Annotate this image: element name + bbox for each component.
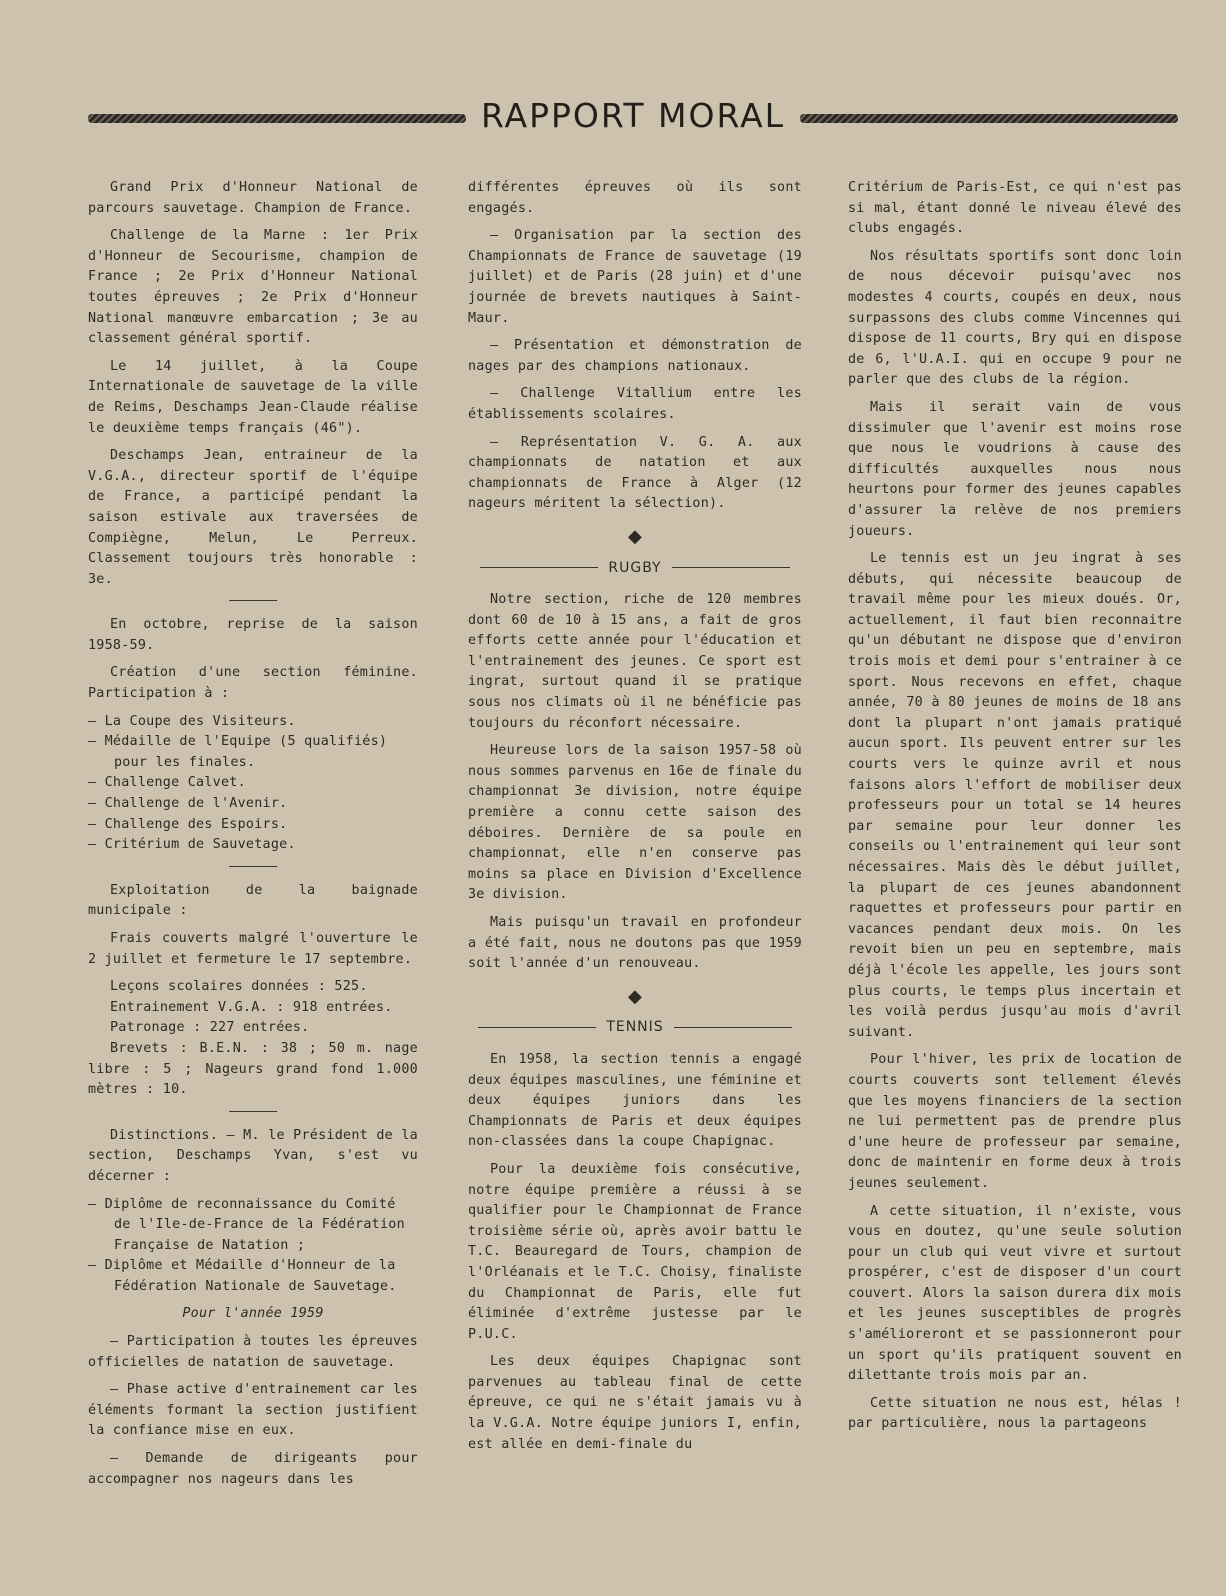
paragraph: Cette situation ne nous est, hélas ! par particulière, nous la partageons [848, 1395, 1182, 1432]
paragraph: Grand Prix d'Honneur National de parcours sauvetage. Champion de France. [88, 180, 418, 216]
paragraph: — Organisation par la section des Championnats de France de sauvetage (19 juillet) et de Paris (28 juin) et d'une journée de brevets nautiques à Saint-Maur. [468, 228, 802, 326]
paragraph: A cette situation, il n'existe, vous vous en doutez, qu'une seule solution pour un club qui veut vivre et surtout prospérer, c'est de disposer d'un court couvert. Alors la saison durera dix mois et les jeunes susceptibles de progrès s'amélioreront et se passionneront pour un sport qu'ils pratiquent souvent en dilettante trois mois par an. [848, 1203, 1182, 1384]
paragraph: Création d'une section féminine. Participation à : [88, 665, 418, 702]
page-title: RAPPORT MORAL [480, 96, 786, 135]
paragraph: Entrainement V.G.A. : 918 entrées. [110, 999, 393, 1015]
paragraph: — Représentation V. G. A. aux championnats de natation et aux championnats de France à Alger (12 nageurs méritent la sélection). [468, 434, 802, 512]
paragraph: Distinctions. — M. le Président de la section, Deschamps Yvan, s'est vu décerner : [88, 1127, 418, 1184]
paragraph: En octobre, reprise de la saison 1958-59. [88, 617, 418, 653]
paragraph: — Participation à toutes les épreuves officielles de natation de sauvetage. [88, 1334, 418, 1370]
paragraph: Frais couverts malgré l'ouverture le 2 juillet et fermeture le 17 septembre. [88, 931, 418, 967]
section-heading-tennis [468, 1017, 802, 1038]
paragraph: En 1958, la section tennis a engagé deux équipes masculines, une féminine et deux équipes juniors dans les Championnats de Paris et deux équipes non-classées dans la coupe Chapignac. [468, 1051, 802, 1150]
divider [229, 600, 277, 601]
paragraph: Mais il serait vain de vous dissimuler que l'avenir est moins rose que nous le voudrions à cause des difficultés auxquelles nous nous heurtons pour former des jeunes capables d'assurer la relève de nos premiers joueurs. [848, 399, 1182, 539]
divider [229, 1111, 277, 1112]
paragraph: Nos résultats sportifs sont donc loin de nous décevoir puisqu'avec nos modestes 4 courts, coupés en deux, nous surpassons des clubs comme Vincennes qui dispose de 11 courts, Bry qui en dispose de 6, l'U.A.I. qui en occupe 9 pour ne parler que des clubs de la région. [848, 248, 1182, 388]
paragraph: Patronage : 227 entrées. [110, 1020, 310, 1036]
divider [229, 866, 277, 867]
paragraph: Pour l'hiver, les prix de location de courts couverts sont tellement élevés que les moyens financiers de la section ne lui permettent pas de prendre plus d'une heure de professeur par semaine, donc de maintenir en forme deux à trois jeunes seulement. [848, 1052, 1182, 1191]
heading-rule [480, 567, 598, 568]
paragraph: Pour la deuxième fois consécutive, notre équipe première a réussi à se qualifier pour le Championnat de France troisième série où, après avoir battu le T.C. Beauregard de Tours, champion de l'Orléanais et le T.C. Choisy, finaliste du Championnat de Paris, elle fut éliminée d'extrême justesse par le P.U.C. [468, 1161, 802, 1342]
paragraph: Le tennis est un jeu ingrat à ses débuts, qui nécessite beaucoup de travail même pour les mieux doués. Or, actuellement, il faut bien reconnaitre qu'un débutant ne dispose que d'environ trois mois et demi pour s'entrainer à ce sport. Nous recevons en effet, chaque année, 70 à 80 jeunes de moins de 18 ans dont la plupart n'ont jamais pratiqué aucun sport. Ils peuvent entrer sur les courts vers le quinze avril et nous faisons alors l'effort de mobiliser deux professeurs pour un total se 14 heures par semaine pour leur donner les conseils ou l'entrainement qui leur sont nécessaires. Mais dès le début juillet, la plupart de ces jeunes abandonnent raquettes et professeurs pour partir en vacances pendant deux mois. On les revoit bien un peu en septembre, mais déjà l'école les appelle, les jours sont plus courts, le temps plus incertain et les voilà perdus jusqu'au mois d'avril suivant. [848, 551, 1182, 1040]
diamond-icon: ◆ [627, 525, 643, 547]
paragraph: — Demande de dirigeants pour accompagner nos nageurs dans les [88, 1451, 418, 1487]
list-item: — La Coupe des Visiteurs. [88, 713, 296, 729]
heading-rule [478, 1027, 596, 1028]
diamond-icon: ◆ [627, 985, 643, 1007]
list-item: — Challenge des Espoirs. [88, 816, 288, 832]
subheading: Pour l'année 1959 [182, 1305, 324, 1321]
header-rule-left [88, 114, 466, 123]
paragraph: Deschamps Jean, entraineur de la V.G.A., directeur sportif de l'équipe de France, a participé pendant la saison estivale aux traversées de Compiègne, Melun, Le Perreux. Classement toujours très honorable : 3e. [88, 448, 418, 587]
column-1 [88, 178, 418, 1497]
column-2 [468, 178, 802, 1462]
column-3 [848, 178, 1182, 1442]
paragraph: — Phase active d'entrainement car les éléments formant la section justifient la confiance mise en eux. [88, 1382, 418, 1439]
paragraph: différentes épreuves où ils sont engagés. [468, 180, 802, 216]
heading-rule [674, 1027, 792, 1028]
paragraph: Notre section, riche de 120 membres dont 60 de 10 à 15 ans, a fait de gros efforts cette année pour l'éducation et l'entrainement des jeunes. Ce sport est ingrat, surtout quand il se pratique sous nos climats où il ne bénéficie pas toujours du réconfort nécessaire. [468, 592, 802, 731]
paragraph: Leçons scolaires données : 525. [110, 979, 368, 995]
paragraph: Exploitation de la baignade municipale : [88, 882, 418, 919]
section-heading-label: RUGBY [608, 559, 662, 576]
list-item: — Challenge de l'Avenir. [88, 796, 288, 812]
paragraph: Challenge de la Marne : 1er Prix d'Honneur de Secourisme, champion de France ; 2e Prix d'Honneur National toutes épreuves ; 2e Prix d'Honneur National manœuvre embarcation ; 3e au classement général sportif. [88, 228, 418, 347]
page-header [88, 96, 1178, 146]
paragraph: Le 14 juillet, à la Coupe Internationale de sauvetage de la ville de Reims, Deschamps Jean-Claude réalise le deuxième temps français (46"). [88, 358, 418, 436]
list-item: — Médaille de l'Equipe (5 qualifiés) pour les finales. [88, 734, 388, 770]
paragraph: Mais puisqu'un travail en profondeur a été fait, nous ne doutons pas que 1959 soit l'année d'un renouveau. [468, 915, 802, 972]
list-item: — Diplôme de reconnaissance du Comité de l'Ile-de-France de la Fédération Française de Natation ; [88, 1196, 405, 1253]
paragraph: Brevets : B.E.N. : 38 ; 50 m. nage libre : 5 ; Nageurs grand fond 1.000 mètres : 10. [88, 1040, 418, 1098]
paragraph: Les deux équipes Chapignac sont parvenues au tableau final de cette épreuve, ce qui ne s'était jamais vu à la V.G.A. Notre équipe juniors I, enfin, est allée en demi-finale du [468, 1354, 802, 1452]
paragraph: Heureuse lors de la saison 1957-58 où nous sommes parvenus en 16e de finale du championnat 3e division, notre équipe première a connu cette saison des déboires. Dernière de sa poule en championnat, elle n'en conserve pas moins sa place en Division d'Excellence 3e division. [468, 743, 802, 903]
section-heading-label: TENNIS [606, 1019, 664, 1036]
list-item: — Critérium de Sauvetage. [88, 837, 296, 853]
header-rule-right [800, 114, 1178, 123]
paragraph: Critérium de Paris-Est, ce qui n'est pas si mal, étant donné le niveau élevé des clubs engagés. [848, 180, 1182, 237]
list-item: — Diplôme et Médaille d'Honneur de la Fédération Nationale de Sauvetage. [88, 1258, 397, 1294]
heading-rule [672, 567, 790, 568]
section-heading-rugby [468, 558, 802, 579]
paragraph: — Challenge Vitallium entre les établissements scolaires. [468, 386, 802, 422]
list-item: — Challenge Calvet. [88, 775, 246, 791]
paragraph: — Présentation et démonstration de nages par des champions nationaux. [468, 338, 802, 374]
